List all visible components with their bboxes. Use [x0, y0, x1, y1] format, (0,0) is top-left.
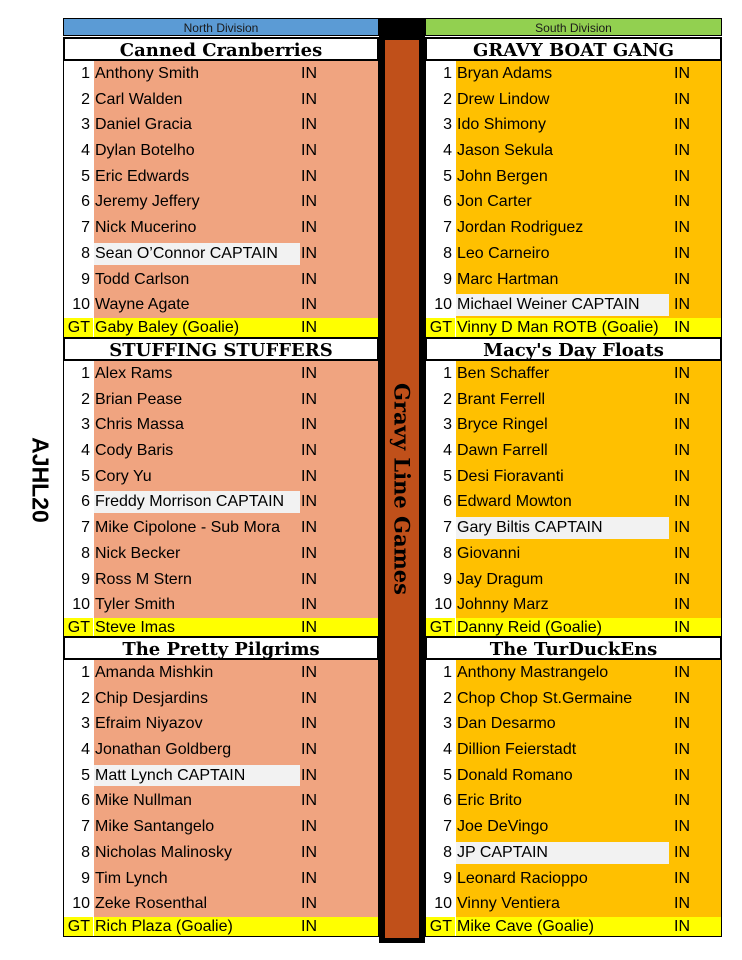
player-status: IN	[674, 895, 690, 913]
player-status: IN	[674, 715, 690, 733]
player-status: IN	[301, 390, 317, 408]
player-name: Cody Baris	[95, 442, 174, 460]
player-status: IN	[301, 416, 317, 434]
player-name: Danny Reid (Goalie)	[457, 618, 602, 636]
player-status: IN	[301, 519, 317, 537]
player-name: Gary Biltis CAPTAIN	[457, 519, 603, 537]
player-status: IN	[301, 843, 317, 861]
player-number: 5	[63, 164, 93, 190]
player-number: GT	[425, 618, 455, 638]
south-division-header: South Division	[425, 18, 722, 36]
player-name: Dillion Feierstadt	[457, 741, 577, 759]
player-number: 8	[63, 241, 93, 267]
player-status: IN	[301, 664, 317, 681]
player-row	[425, 788, 722, 814]
player-name: Ben Schaffer	[457, 365, 550, 382]
player-number: 3	[425, 412, 455, 438]
player-number: 1	[63, 660, 93, 686]
player-name: Dan Desarmo	[457, 715, 556, 733]
player-name: Leonard Racioppo	[457, 869, 588, 887]
player-number: 7	[63, 814, 93, 840]
player-status: IN	[674, 467, 690, 485]
player-number: 8	[425, 541, 455, 567]
player-number: 8	[425, 840, 455, 866]
player-number: 9	[425, 866, 455, 892]
player-status: IN	[674, 689, 690, 707]
player-status: IN	[301, 142, 317, 160]
player-row	[425, 164, 722, 190]
player-status: IN	[301, 193, 317, 211]
player-list	[425, 61, 722, 338]
player-number: 10	[425, 891, 455, 917]
player-status: IN	[301, 818, 317, 836]
player-name: Mike Cipolone - Sub Mora	[95, 519, 280, 537]
player-row	[63, 515, 379, 541]
player-row	[425, 866, 722, 892]
player-name: Michael Weiner CAPTAIN	[457, 296, 640, 314]
player-status: IN	[674, 741, 690, 759]
player-row	[425, 361, 722, 387]
player-name: Brant Ferrell	[457, 390, 546, 408]
team-block-5	[63, 636, 379, 937]
player-name: Nicholas Malinosky	[95, 843, 232, 861]
player-status: IN	[301, 544, 317, 562]
player-row	[425, 567, 722, 593]
player-name: Todd Carlson	[95, 270, 190, 288]
team-title: GRAVY BOAT GANG	[425, 37, 722, 61]
player-status: IN	[674, 365, 690, 382]
player-name: Jon Carter	[457, 193, 532, 211]
player-number: 4	[63, 438, 93, 464]
player-status: IN	[301, 270, 317, 288]
player-number: 6	[63, 788, 93, 814]
player-status: IN	[301, 741, 317, 759]
player-number: 1	[63, 61, 93, 87]
player-number: 9	[425, 267, 455, 293]
player-name: Dylan Botelho	[95, 142, 195, 160]
player-name: Daniel Gracia	[95, 116, 192, 134]
player-number: 7	[425, 215, 455, 241]
player-row	[63, 412, 379, 438]
player-status: IN	[301, 493, 317, 511]
player-status: IN	[674, 618, 690, 636]
player-list	[425, 361, 722, 638]
player-status: IN	[674, 244, 690, 262]
player-row	[425, 387, 722, 413]
player-name: Eric Brito	[457, 792, 522, 810]
player-row	[425, 541, 722, 567]
player-name: Joe DeVingo	[457, 818, 549, 836]
player-status: IN	[301, 467, 317, 485]
player-name: Amanda Mishkin	[95, 664, 214, 681]
player-row	[425, 686, 722, 712]
player-name: Jason Sekula	[457, 142, 554, 160]
player-row	[63, 164, 379, 190]
player-row	[425, 592, 722, 618]
player-number: 4	[425, 138, 455, 164]
player-number: 6	[425, 489, 455, 515]
player-status: IN	[674, 318, 690, 336]
player-status: IN	[301, 596, 317, 614]
player-name: Jeremy Jeffery	[95, 193, 200, 211]
team-block-4	[425, 337, 722, 638]
player-name: JP CAPTAIN	[457, 843, 548, 861]
player-row	[63, 438, 379, 464]
player-row	[63, 788, 379, 814]
player-status: IN	[674, 193, 690, 211]
player-name: Drew Lindow	[457, 90, 550, 108]
player-row	[425, 61, 722, 87]
player-row	[63, 189, 379, 215]
player-name: Vinny Ventiera	[457, 895, 560, 913]
player-number: 2	[63, 87, 93, 113]
player-name: Sean O’Connor CAPTAIN	[95, 244, 278, 262]
player-number: 3	[425, 112, 455, 138]
player-status: IN	[674, 296, 690, 314]
player-name: Mike Santangelo	[95, 818, 215, 836]
player-name: Bryan Adams	[457, 65, 553, 82]
player-number: 6	[63, 189, 93, 215]
player-row	[63, 361, 379, 387]
team-block-6	[425, 636, 722, 937]
team-title: Macy's Day Floats	[425, 337, 722, 361]
player-number: 7	[425, 515, 455, 541]
player-row	[425, 737, 722, 763]
player-row	[425, 814, 722, 840]
player-row	[63, 215, 379, 241]
player-number: 4	[63, 138, 93, 164]
player-name: Dawn Farrell	[457, 442, 548, 460]
player-number: 7	[63, 515, 93, 541]
player-number: 3	[425, 711, 455, 737]
player-status: IN	[674, 519, 690, 537]
player-status: IN	[301, 618, 317, 636]
player-name: Steve Imas	[95, 618, 176, 636]
player-status: IN	[301, 570, 317, 588]
player-status: IN	[301, 219, 317, 237]
player-name: Tyler Smith	[95, 596, 176, 614]
player-number: 2	[63, 387, 93, 413]
player-status: IN	[301, 792, 317, 810]
player-number: 2	[63, 686, 93, 712]
player-number: 4	[425, 737, 455, 763]
player-status: IN	[301, 318, 317, 336]
player-number: 2	[425, 87, 455, 113]
player-name: Tim Lynch	[95, 869, 168, 887]
player-row	[63, 61, 379, 87]
player-status: IN	[301, 689, 317, 707]
player-number: 8	[63, 840, 93, 866]
player-status: IN	[674, 493, 690, 511]
player-row	[425, 292, 722, 318]
player-row	[63, 891, 379, 917]
player-number: 6	[425, 189, 455, 215]
player-number: 10	[63, 891, 93, 917]
player-row	[425, 840, 722, 866]
goalie-row	[425, 917, 722, 937]
player-row	[63, 387, 379, 413]
player-number: 8	[63, 541, 93, 567]
player-status: IN	[301, 167, 317, 185]
player-row	[63, 267, 379, 293]
player-status: IN	[301, 244, 317, 262]
goalie-row	[63, 618, 379, 638]
player-status: IN	[674, 442, 690, 460]
player-number: 1	[63, 361, 93, 387]
north-division-header: North Division	[63, 18, 379, 36]
player-number: 2	[425, 387, 455, 413]
player-row	[425, 489, 722, 515]
player-number: 6	[63, 489, 93, 515]
player-status: IN	[674, 219, 690, 237]
player-status: IN	[301, 116, 317, 134]
player-number: 5	[425, 464, 455, 490]
player-number: GT	[63, 618, 93, 638]
player-name: Jonathan Goldberg	[95, 741, 232, 759]
player-name: Giovanni	[457, 544, 521, 562]
player-name: Nick Mucerino	[95, 219, 197, 237]
team-block-3	[63, 337, 379, 638]
player-number: GT	[425, 318, 455, 338]
player-status: IN	[674, 65, 690, 82]
player-row	[63, 660, 379, 686]
player-row	[425, 112, 722, 138]
player-row	[63, 840, 379, 866]
player-row	[425, 87, 722, 113]
player-status: IN	[674, 792, 690, 810]
player-name: Desi Fioravanti	[457, 467, 564, 485]
player-status: IN	[674, 390, 690, 408]
player-number: 9	[63, 267, 93, 293]
player-name: Chip Desjardins	[95, 689, 208, 707]
team-block-2	[425, 37, 722, 338]
player-number: 4	[425, 438, 455, 464]
player-status: IN	[301, 296, 317, 314]
player-name: Jordan Rodriguez	[457, 219, 584, 237]
player-status: IN	[674, 116, 690, 134]
player-name: Vinny D Man ROTB (Goalie)	[457, 318, 659, 336]
team-title: Canned Cranberries	[63, 37, 379, 61]
team-title: The Pretty Pilgrims	[63, 636, 379, 660]
player-number: 10	[425, 592, 455, 618]
player-number: 1	[425, 361, 455, 387]
player-status: IN	[674, 596, 690, 614]
player-row	[63, 87, 379, 113]
player-status: IN	[674, 869, 690, 887]
player-status: IN	[674, 167, 690, 185]
player-name: Gaby Baley (Goalie)	[95, 318, 240, 336]
player-row	[63, 112, 379, 138]
player-number: GT	[63, 318, 93, 338]
player-status: IN	[674, 142, 690, 160]
player-number: 5	[63, 464, 93, 490]
goalie-row	[425, 618, 722, 638]
player-row	[425, 891, 722, 917]
player-name: Chop Chop St.Germaine	[457, 689, 633, 707]
player-status: IN	[674, 570, 690, 588]
player-row	[63, 763, 379, 789]
player-name: Eric Edwards	[95, 167, 190, 185]
team-block-1	[63, 37, 379, 338]
player-number: 7	[63, 215, 93, 241]
player-row	[63, 292, 379, 318]
player-name: Mike Nullman	[95, 792, 192, 810]
player-number: 8	[425, 241, 455, 267]
player-name: Zeke Rosenthal	[95, 895, 208, 913]
player-list	[63, 61, 379, 338]
player-name: Wayne Agate	[95, 296, 190, 314]
player-row	[425, 438, 722, 464]
player-number: GT	[63, 917, 93, 937]
player-name: Cory Yu	[95, 467, 152, 485]
player-name: Freddy Morrison CAPTAIN	[95, 493, 285, 511]
player-name: Donald Romano	[457, 766, 573, 784]
player-number: 1	[425, 61, 455, 87]
player-row	[425, 515, 722, 541]
player-name: Chris Massa	[95, 416, 184, 434]
player-status: IN	[301, 917, 317, 935]
player-list	[63, 660, 379, 937]
player-row	[63, 541, 379, 567]
player-row	[63, 711, 379, 737]
player-status: IN	[301, 715, 317, 733]
player-status: IN	[301, 65, 317, 82]
player-name: Bryce Ringel	[457, 416, 548, 434]
center-label: Gravy Line Games	[389, 383, 415, 595]
goalie-row	[425, 318, 722, 338]
player-row	[63, 686, 379, 712]
player-status: IN	[674, 917, 690, 935]
player-status: IN	[301, 869, 317, 887]
player-name: Rich Plaza (Goalie)	[95, 917, 233, 935]
player-name: Nick Becker	[95, 544, 181, 562]
player-name: Efraim Niyazov	[95, 715, 203, 733]
player-status: IN	[674, 818, 690, 836]
player-number: 9	[425, 567, 455, 593]
player-status: IN	[674, 664, 690, 681]
player-status: IN	[301, 365, 317, 382]
player-number: 2	[425, 686, 455, 712]
player-row	[425, 215, 722, 241]
center-cap	[379, 18, 425, 36]
player-status: IN	[674, 270, 690, 288]
player-status: IN	[674, 843, 690, 861]
player-name: Johnny Marz	[457, 596, 549, 614]
player-number: GT	[425, 917, 455, 937]
player-row	[63, 592, 379, 618]
player-row	[63, 241, 379, 267]
player-row	[425, 138, 722, 164]
player-row	[425, 267, 722, 293]
player-number: 10	[63, 592, 93, 618]
player-number: 7	[425, 814, 455, 840]
player-number: 3	[63, 711, 93, 737]
player-number: 9	[63, 567, 93, 593]
player-row	[63, 138, 379, 164]
player-name: Marc Hartman	[457, 270, 559, 288]
player-status: IN	[301, 90, 317, 108]
player-row	[63, 866, 379, 892]
player-status: IN	[301, 766, 317, 784]
player-name: Ido Shimony	[457, 116, 546, 134]
player-number: 5	[425, 164, 455, 190]
player-name: Ross M Stern	[95, 570, 192, 588]
player-status: IN	[674, 544, 690, 562]
player-row	[425, 464, 722, 490]
team-title: The TurDuckEns	[425, 636, 722, 660]
player-number: 9	[63, 866, 93, 892]
player-status: IN	[674, 416, 690, 434]
player-name: Edward Mowton	[457, 493, 572, 511]
player-row	[425, 660, 722, 686]
player-number: 10	[63, 292, 93, 318]
player-list	[425, 660, 722, 937]
player-number: 3	[63, 112, 93, 138]
player-status: IN	[674, 766, 690, 784]
player-status: IN	[301, 895, 317, 913]
player-number: 1	[425, 660, 455, 686]
player-name: John Bergen	[457, 167, 548, 185]
player-name: Mike Cave (Goalie)	[457, 917, 594, 935]
team-title: STUFFING STUFFERS	[63, 337, 379, 361]
player-row	[63, 567, 379, 593]
player-row	[425, 763, 722, 789]
player-row	[63, 464, 379, 490]
player-name: Carl Walden	[95, 90, 183, 108]
player-number: 5	[425, 763, 455, 789]
player-number: 10	[425, 292, 455, 318]
player-status: IN	[674, 90, 690, 108]
player-name: Matt Lynch CAPTAIN	[95, 766, 246, 784]
goalie-row	[63, 318, 379, 338]
player-name: Brian Pease	[95, 390, 183, 408]
player-row	[63, 814, 379, 840]
goalie-row	[63, 917, 379, 937]
player-name: Leo Carneiro	[457, 244, 550, 262]
player-name: Anthony Mastrangelo	[457, 664, 609, 681]
player-number: 3	[63, 412, 93, 438]
player-number: 4	[63, 737, 93, 763]
player-row	[425, 189, 722, 215]
player-row	[63, 737, 379, 763]
player-list	[63, 361, 379, 638]
player-name: Anthony Smith	[95, 65, 200, 82]
player-row	[425, 711, 722, 737]
player-name: Jay Dragum	[457, 570, 544, 588]
player-row	[425, 241, 722, 267]
player-row	[425, 412, 722, 438]
league-label: AJHL20	[27, 437, 54, 523]
player-number: 6	[425, 788, 455, 814]
player-name: Alex Rams	[95, 365, 173, 382]
player-status: IN	[301, 442, 317, 460]
player-row	[63, 489, 379, 515]
player-number: 5	[63, 763, 93, 789]
